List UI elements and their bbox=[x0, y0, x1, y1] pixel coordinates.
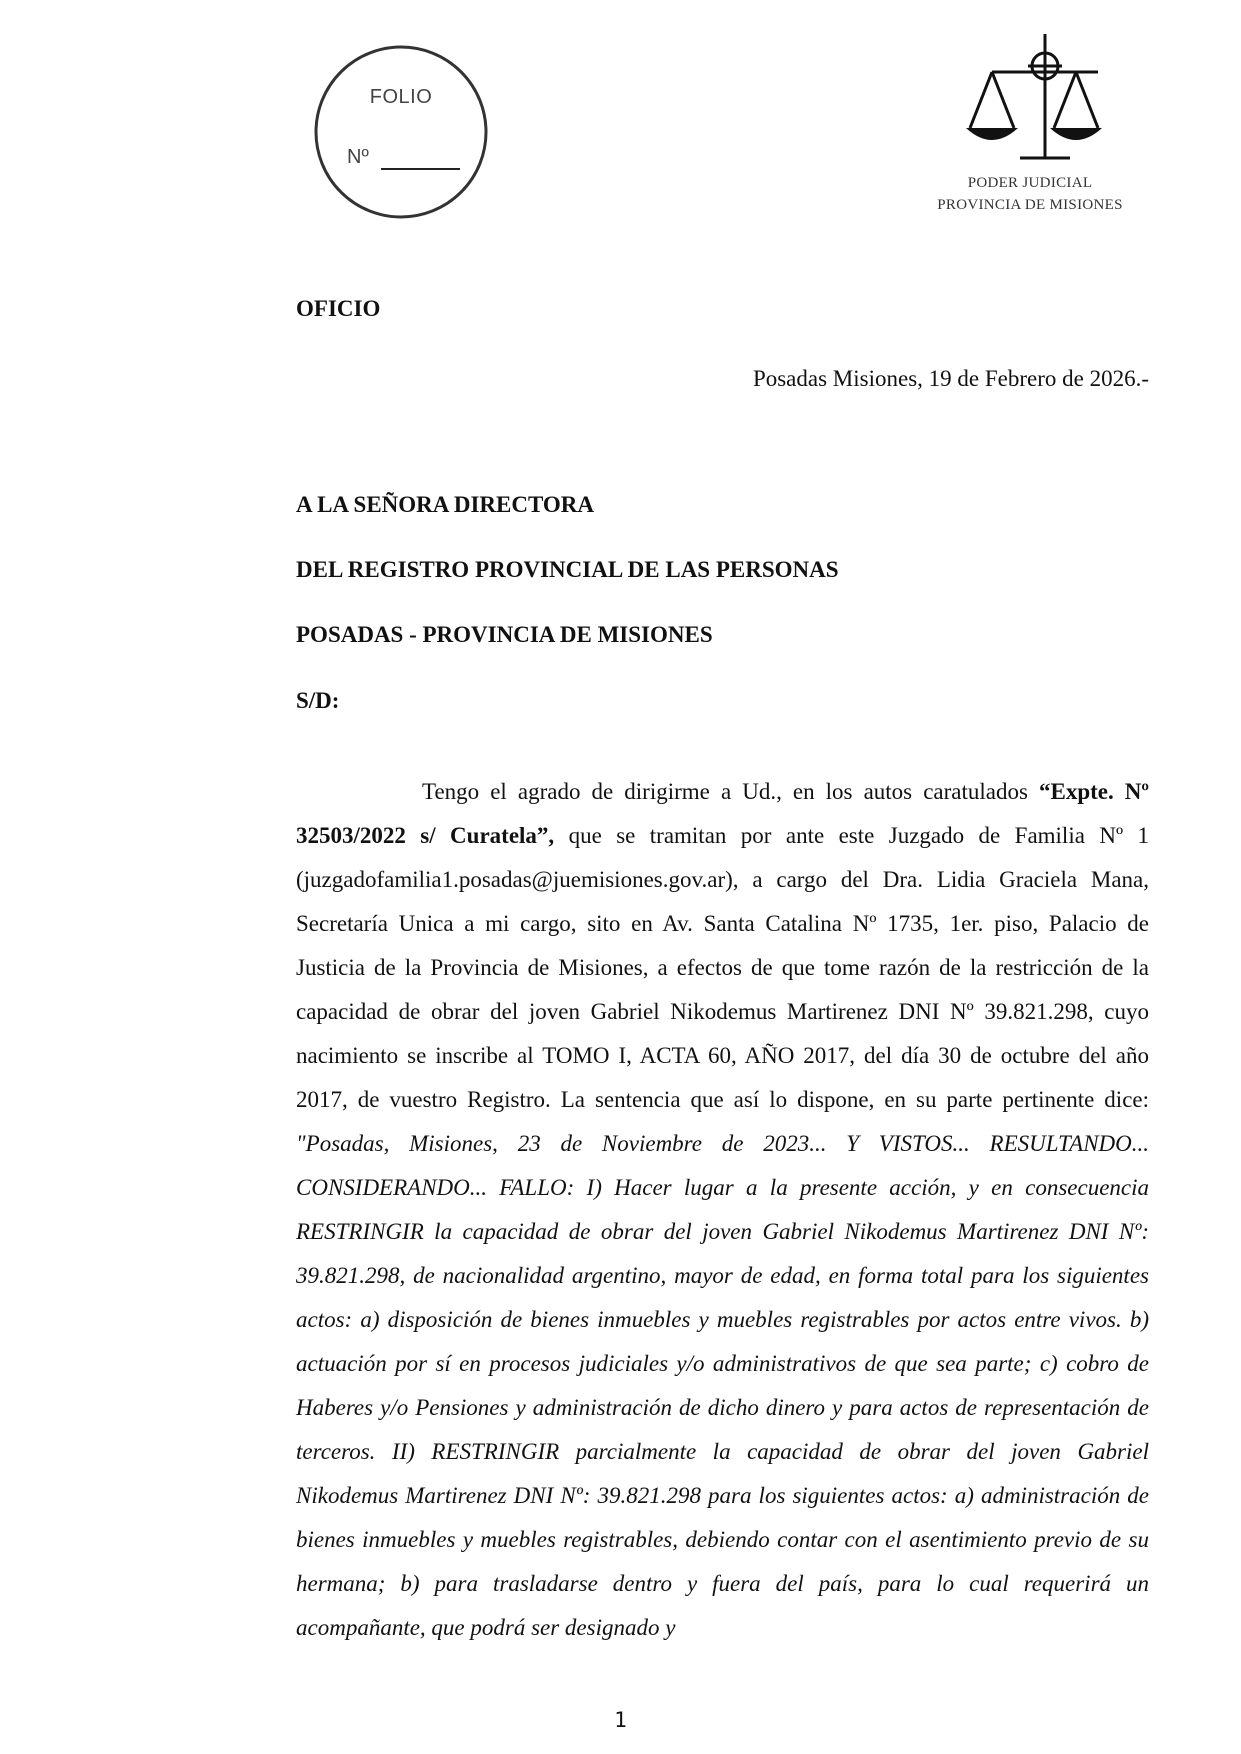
body-intro: Tengo el agrado de dirigirme a Ud., en los autos caratulados bbox=[422, 779, 1039, 804]
folio-stamp bbox=[313, 44, 489, 220]
emblem-subtitle: PROVINCIA DE MISIONES bbox=[937, 197, 1123, 213]
case-reference: “Expte. Nº 32503/2022 s/ Curatela”, bbox=[296, 779, 1150, 848]
salutation: S/D: bbox=[296, 688, 340, 713]
scales-of-justice-icon bbox=[956, 30, 1106, 170]
sentence-quote: "Posadas, Misiones, 23 de Noviembre de 2023... Y VISTOS... RESULTANDO... CONSIDERANDO... FALLO: I) Hacer lugar a la presente acción, y en consecuencia RESTRINGIR la capacidad de obrar del joven Gabriel Nikodemus Martirenez DNI Nº: 39.821.298, de nacionalidad argentino, mayor de edad, en forma total para los siguientes actos: a) disposición de bienes inmuebles y muebles registrables por actos entre vivos. b) actuación por sí en procesos judiciales y/o administrativos de que sea parte; c) cobro de Haberes y/o Pensiones y administración de dicho dinero y para actos de representación de terceros. II) RESTRINGIR parcialmente la capacidad de obrar del joven Gabriel Nikodemus Martirenez DNI Nº: 39.821.298 para los siguientes actos: a) administración de bienes inmuebles y muebles registrables, debiendo contar con el asentimiento previo de su hermana; b) para trasladarse dentro y fuera del país, para lo cual requerirá un acompañante, que podrá ser designado y bbox=[296, 1131, 1149, 1640]
emblem-title: PODER JUDICIAL bbox=[967, 175, 1093, 191]
folio-stamp-circle bbox=[313, 44, 489, 220]
document-type-heading: OFICIO bbox=[296, 296, 381, 321]
addressee-line-1: A LA SEÑORA DIRECTORA bbox=[296, 492, 595, 517]
folio-title: FOLIO bbox=[369, 86, 433, 108]
page-number: 1 bbox=[614, 1708, 627, 1732]
body-text: que se tramitan por ante este Juzgado de Familia Nº 1 (juzgadofamilia1.posadas@juemisiones.gov.ar), a cargo del Dra. Lidia Graciela Mana, Secretaría Unica a mi cargo, sito en Av. Santa Catalina Nº 1735, 1er. piso, Palacio de Justicia de la Provincia de Misiones, a efectos de que tome razón de la restricción de la capacidad de obrar del joven Gabriel Nikodemus Martirenez DNI Nº 39.821.298, cuyo nacimiento se inscribe al TOMO I, ACTA 60, AÑO 2017, del día 30 de octubre del año 2017, de vuestro Registro. La sentencia que así lo dispone, en su parte pertinente dice: bbox=[296, 823, 1149, 1112]
folio-number-line bbox=[381, 168, 460, 170]
document-date: Posadas Misiones, 19 de Febrero de 2026.- bbox=[752, 366, 1149, 391]
addressee-line-2: DEL REGISTRO PROVINCIAL DE LAS PERSONAS bbox=[296, 557, 839, 582]
judicial-emblem bbox=[930, 30, 1130, 220]
body-paragraph bbox=[296, 770, 1149, 1650]
folio-number-label: Nº bbox=[347, 146, 369, 168]
addressee-line-3: POSADAS - PROVINCIA DE MISIONES bbox=[296, 622, 713, 647]
